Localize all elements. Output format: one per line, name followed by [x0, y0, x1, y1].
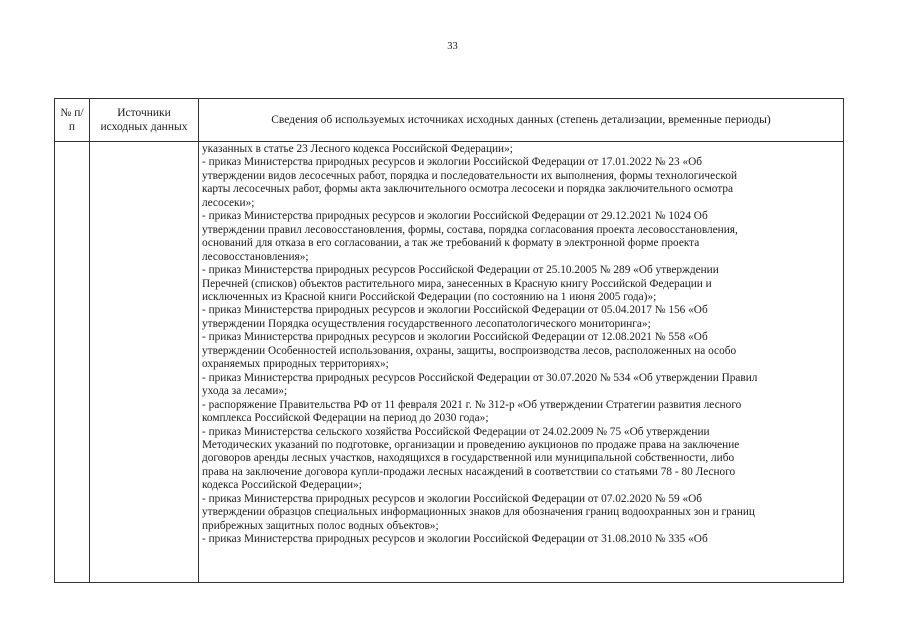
text-line: утверждении образцов специальных информационных знаков для обозначения границ водоохранных зон и границ: [202, 506, 755, 519]
text-line: прибрежных защитных полос водных объектов»;: [202, 519, 439, 532]
text-line: - распоряжение Правительства РФ от 11 февраля 2021 г. № 312-р «Об утверждении Стратегии развития лесного: [202, 398, 742, 411]
list-item: [202, 156, 837, 210]
list-item: [202, 372, 837, 399]
text-line: исключенных из Красной книги Российской Федерации (по состоянию на 1 июня 2005 года)»;: [202, 290, 657, 303]
text-line: комплекса Российской Федерации на период до 2030 года»;: [202, 412, 489, 425]
header-number: № п/п: [55, 99, 90, 142]
table-header-row: [55, 99, 844, 142]
table-row: [55, 142, 844, 583]
text-line: - приказ Министерства природных ресурсов и экологии Российской Федерации от 29.12.2021 № 1024 Об: [202, 210, 708, 223]
list-item: [202, 264, 837, 304]
cell-details: [199, 142, 844, 583]
list-item: [202, 210, 837, 264]
cell-number: [55, 142, 90, 583]
header-details: Сведения об используемых источниках исходных данных (степень детализации, временные периоды): [199, 99, 844, 142]
list-item: [202, 426, 837, 493]
text-line: карты лесосечных работ, формы акта заключительного осмотра лесосеки и порядка заключительного осмотра: [202, 183, 734, 196]
list-item: [202, 304, 837, 331]
list-item: [202, 143, 837, 156]
cell-source: [90, 142, 199, 583]
list-item: [202, 533, 837, 546]
text-line: лесовосстановления»;: [202, 250, 309, 263]
text-line: - приказ Министерства природных ресурсов и экологии Российской Федерации от 07.02.2020 № 59 «Об: [202, 492, 703, 505]
text-line: указанных в статье 23 Лесного кодекса Российской Федерации»;: [202, 143, 513, 155]
list-item: [202, 331, 837, 371]
text-line: - приказ Министерства природных ресурсов и экологии Российской Федерации от 31.08.2010 № 335 «Об: [202, 533, 708, 546]
header-sources: Источники исходных данных: [90, 99, 199, 142]
text-line: утверждении видов лесосечных работ, порядка и последовательности их выполнения, формы технологической: [202, 169, 738, 182]
text-line: - приказ Министерства сельского хозяйства Российской Федерации от 24.02.2009 № 75 «Об утверждении: [202, 425, 710, 438]
text-line: - приказ Министерства природных ресурсов и экологии Российской Федерации от 12.08.2021 № 558 «Об: [202, 331, 708, 344]
list-item: [202, 493, 837, 533]
text-line: утверждении Особенностей использования, охраны, защиты, воспроизводства лесов, расположенных на особо: [202, 344, 737, 357]
text-line: - приказ Министерства природных ресурсов и экологии Российской Федерации от 05.04.2017 № 156 «Об: [202, 304, 708, 317]
text-line: утверждении Порядка осуществления государственного лесопатологического мониторинга»;: [202, 317, 651, 330]
text-line: договоров аренды лесных участков, находящихся в государственной или муниципальной собственности, либо: [202, 452, 735, 465]
text-line: Методических указаний по подготовке, организации и проведению аукционов по продаже права на заключение: [202, 438, 740, 451]
text-line: ухода за лесами»;: [202, 385, 288, 398]
page-number: 33: [447, 41, 458, 52]
text-line: охраняемых природных территориях»;: [202, 358, 389, 371]
text-line: кодекса Российской Федерации»;: [202, 479, 362, 492]
list-item: [202, 399, 837, 426]
text-line: лесосеки»;: [202, 196, 255, 209]
text-line: - приказ Министерства природных ресурсов Российской Федерации от 30.07.2020 № 534 «Об утверждении Правил: [202, 371, 758, 384]
sources-table: [54, 98, 844, 583]
text-line: Перечней (списков) объектов растительного мира, занесенных в Красную книгу Российской Федерации и: [202, 277, 712, 290]
text-line: - приказ Министерства природных ресурсов и экологии Российской Федерации от 17.01.2022 № 23 «Об: [202, 156, 703, 169]
text-line: права на заключение договора купли-продажи лесных насаждений в соответствии со статьями 78 - 80 Лесного: [202, 465, 736, 478]
text-line: - приказ Министерства природных ресурсов Российской Федерации от 25.10.2005 № 289 «Об утверждении: [202, 264, 719, 277]
text-line: утверждении правил лесовосстановления, формы, состава, порядка согласования проекта лесовосстановления,: [202, 223, 738, 236]
text-line: оснований для отказа в его согласовании, а так же требований к формату в электронной форме проекта: [202, 237, 700, 250]
